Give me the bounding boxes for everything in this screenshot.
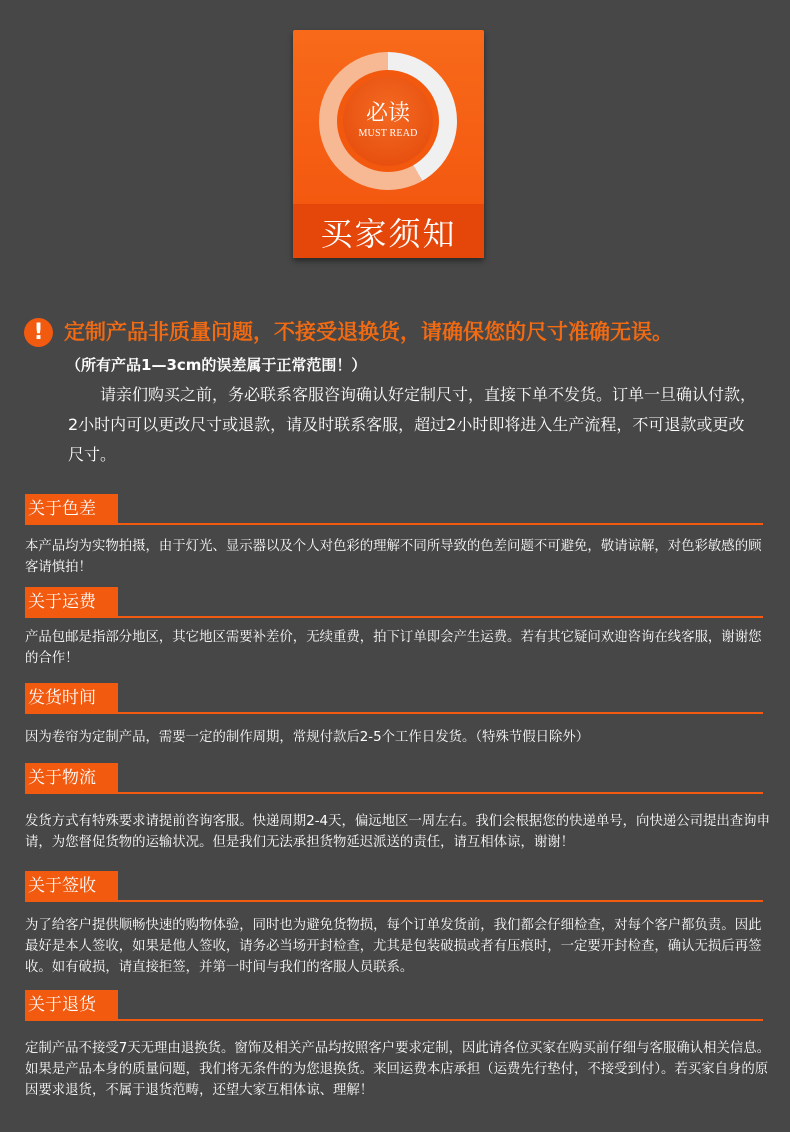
section-divider bbox=[25, 712, 763, 714]
section-title-delivery: 发货时间 bbox=[25, 683, 118, 714]
section-text-receiving: 为了给客户提供顺畅快速的购物体验，同时也为避免货物损，每个订单发货前，我们都会仔细检查，对每个客户都负责。因此最好是本人签收，如果是他人签收，请务必当场开封检查，尤其是包装破损或者有压痕时，一定要开封检查，确认无损后再签收。如有破损，请直接拒签，并第一时间与我们的客服人员联系。 bbox=[25, 918, 762, 975]
must-read-cn: 必读 bbox=[365, 101, 410, 126]
section-title-logistics: 关于物流 bbox=[25, 763, 118, 794]
section-text-logistics: 发货方式有特殊要求请提前咨询客服。快递周期2-4天，偏远地区一周左右。我们会根据您的快递单号，向快递公司提出查询申请，为您督促货物的运输状况。但是我们无法承担货物延迟派送的责任，请互相体谅，谢谢！ bbox=[25, 814, 770, 850]
section-divider bbox=[25, 900, 763, 902]
section-text-color: 本产品均为实物拍摄，由于灯光、显示器以及个人对色彩的理解不同所导致的色差问题不可避免，敬请谅解，对色彩敏感的顾客请慎拍！ bbox=[25, 539, 762, 575]
exclamation-icon: ! bbox=[24, 318, 53, 347]
section-divider bbox=[25, 1019, 763, 1021]
section-title-color: 关于色差 bbox=[25, 494, 118, 525]
section-title-returns: 关于退货 bbox=[25, 990, 118, 1021]
must-read-en: MUST READ bbox=[358, 128, 418, 139]
section-text-returns: 定制产品不接受7天无理由退换货。窗饰及相关产品均按照客户要求定制，因此请各位买家在购买前仔细与客服确认相关信息。如果是产品本身的质量问题，我们将无条件的为您退换货。来回运费本店承担（运费先行垫付，不接受到付）。若买家自身的原因要求退货，不属于退货范畴，还望大家互相体谅、理解！ bbox=[25, 1041, 770, 1098]
must-read-ring bbox=[319, 52, 457, 190]
page-title: 买家须知 bbox=[320, 215, 457, 253]
section-text-shipping: 产品包邮是指部分地区，其它地区需要补差价，无续重费，拍下订单即会产生运费。若有其它疑问欢迎咨询在线客服，谢谢您的合作！ bbox=[25, 630, 762, 666]
must-read-circle bbox=[343, 76, 433, 166]
section-divider bbox=[25, 523, 763, 525]
notice-body: 请亲们购买之前，务必联系客服咨询确认好定制尺寸，直接下单不发货。订单一旦确认付款，2小时内可以更改尺寸或退款，请及时联系客服，超过2小时即将进入生产流程，不可退款或更改尺寸。 bbox=[68, 385, 757, 464]
section-title-shipping: 关于运费 bbox=[25, 587, 118, 618]
section-text-delivery: 因为卷帘为定制产品，需要一定的制作周期，常规付款后2-5个工作日发货。（特殊节假日除外） bbox=[25, 730, 590, 745]
section-title-receiving: 关于签收 bbox=[25, 871, 118, 902]
must-read-card bbox=[293, 30, 484, 258]
notice-subline: （所有产品1—3cm的误差属于正常范围！） bbox=[66, 356, 367, 374]
notice-headline: 定制产品非质量问题，不接受退换货，请确保您的尺寸准确无误。 bbox=[64, 320, 673, 344]
section-divider bbox=[25, 792, 763, 794]
section-divider bbox=[25, 616, 763, 618]
